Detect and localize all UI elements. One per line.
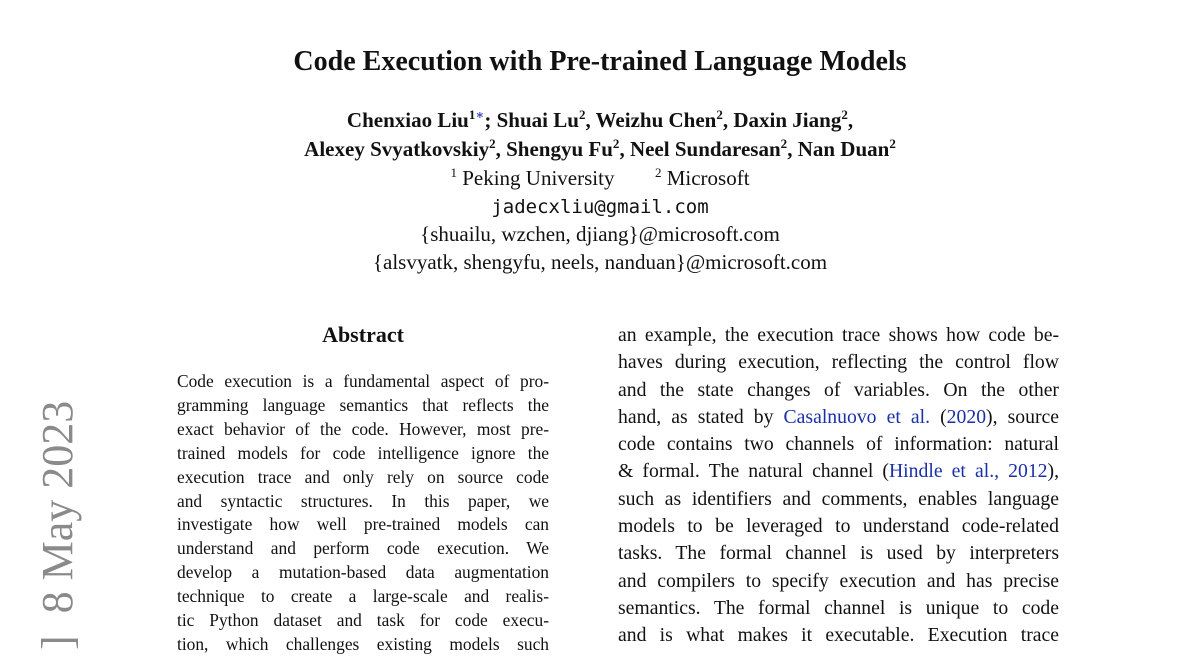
sidebar-mark: ]: [33, 635, 82, 650]
abstract-line: develop a mutation-based data augmentation: [177, 562, 549, 583]
email-line: [0, 192, 1200, 221]
affiliation-name: Microsoft: [666, 166, 750, 190]
author-name: Chenxiao Liu: [346, 108, 469, 132]
author-affiliation-mark: 2: [489, 136, 496, 151]
body-line: haves during execution, reflecting the control flow: [618, 351, 1059, 374]
author-name: Neel Sundaresan: [629, 137, 781, 161]
author-name: Alexey Svyatkovskiy: [304, 137, 490, 161]
author-name: Daxin Jiang: [733, 108, 842, 132]
author-list: [0, 106, 1200, 164]
author-email[interactable]: jadecxliu@gmail.com: [491, 196, 709, 218]
author-affiliation-mark: 2: [889, 136, 896, 151]
abstract-line: understand and perform code execution. We: [177, 538, 549, 559]
abstract-line: execution trace and only rely on source code: [177, 466, 549, 487]
email-line: [0, 248, 1200, 276]
author-name: Shuai Lu: [491, 108, 579, 132]
abstract-line: exact behavior of the code. However, most pre-: [177, 418, 549, 439]
author-separator: ,: [847, 108, 854, 132]
affiliation-number: 1: [450, 165, 457, 180]
body-text: hand, as stated by: [618, 405, 784, 428]
body-text: ), source: [986, 405, 1059, 428]
citation-link[interactable]: 2020: [946, 405, 987, 428]
corresponding-author-mark[interactable]: ∗: [475, 107, 485, 122]
abstract-line: trained models for code intelligence ignore the: [177, 442, 549, 463]
author-separator: ,: [787, 137, 798, 161]
abstract-line: investigate how well pre-trained models can: [177, 514, 549, 535]
author-affiliation-mark: 2: [612, 136, 620, 151]
affiliation-number: 2: [654, 165, 662, 180]
body-line: and is what makes it executable. Execution trace: [618, 624, 1059, 647]
body-text: & formal. The natural channel (: [618, 460, 889, 483]
arxiv-date: 8 May 2023: [33, 400, 82, 614]
author-separator: ,: [495, 137, 507, 161]
affiliation-name: Peking University: [462, 166, 615, 190]
body-line: such as identifiers and comments, enables language: [618, 487, 1059, 510]
author-separator: ;: [484, 108, 492, 132]
author-name: Nan Duan: [797, 137, 890, 161]
abstract-line: tion, which challenges existing models such: [177, 633, 549, 654]
author-affiliation-mark: 2: [578, 107, 586, 122]
author-name: Shengyu Fu: [506, 137, 613, 161]
author-email[interactable]: {shuailu, wzchen, djiang}@microsoft.com: [420, 222, 780, 246]
author-name: Weizhu Chen: [595, 108, 717, 132]
body-line: tasks. The formal channel is used by interpreters: [618, 542, 1059, 565]
author-affiliation-mark: 1: [468, 107, 476, 122]
body-text: (: [930, 405, 947, 428]
author-line-2: [0, 135, 1200, 164]
author-affiliation-mark: 2: [841, 107, 848, 122]
abstract-line: tic Python dataset and task for code execu-: [177, 610, 549, 631]
abstract-line: Code execution is a fundamental aspect of pro-: [177, 371, 549, 391]
author-separator: ,: [619, 137, 630, 161]
author-affiliation-mark: 2: [716, 107, 723, 122]
body-line: code contains two channels of information: natural: [618, 433, 1059, 456]
abstract-line: gramming language semantics that reflects the: [177, 394, 549, 415]
right-column-body: [618, 322, 1059, 650]
citation-link[interactable]: Casalnuovo et al.: [783, 405, 931, 428]
body-line: and the state changes of variables. On the other: [618, 378, 1059, 401]
body-line: semantics. The formal channel is unique to code: [618, 596, 1059, 619]
body-line: and compilers to specify execution and has precise: [618, 569, 1059, 592]
body-line: models to be leveraged to understand code-related: [618, 515, 1059, 538]
abstract-heading: Abstract: [322, 322, 404, 347]
author-separator: ,: [585, 108, 596, 132]
author-separator: ,: [722, 108, 734, 132]
author-line-1: [0, 106, 1200, 135]
citation-link[interactable]: Hindle et al., 2012: [888, 460, 1048, 483]
body-text: ),: [1047, 460, 1060, 483]
author-email[interactable]: {alsvyatk, shengyfu, neels, nanduan}@microsoft.com: [372, 250, 828, 274]
body-line: [618, 458, 1059, 485]
body-line: an example, the execution trace shows how code be-: [618, 324, 1059, 346]
author-affiliation-mark: 2: [780, 136, 788, 151]
body-line: [618, 404, 1059, 431]
affiliations: [0, 164, 1200, 192]
arxiv-sidebar-stamp: [32, 401, 83, 650]
email-line: [0, 220, 1200, 248]
abstract-line: technique to create a large-scale and realis-: [177, 586, 549, 607]
abstract-line: and syntactic structures. In this paper, we: [177, 490, 549, 511]
paper-title: Code Execution with Pre-trained Language Models: [293, 46, 907, 77]
abstract-body: [177, 370, 549, 657]
